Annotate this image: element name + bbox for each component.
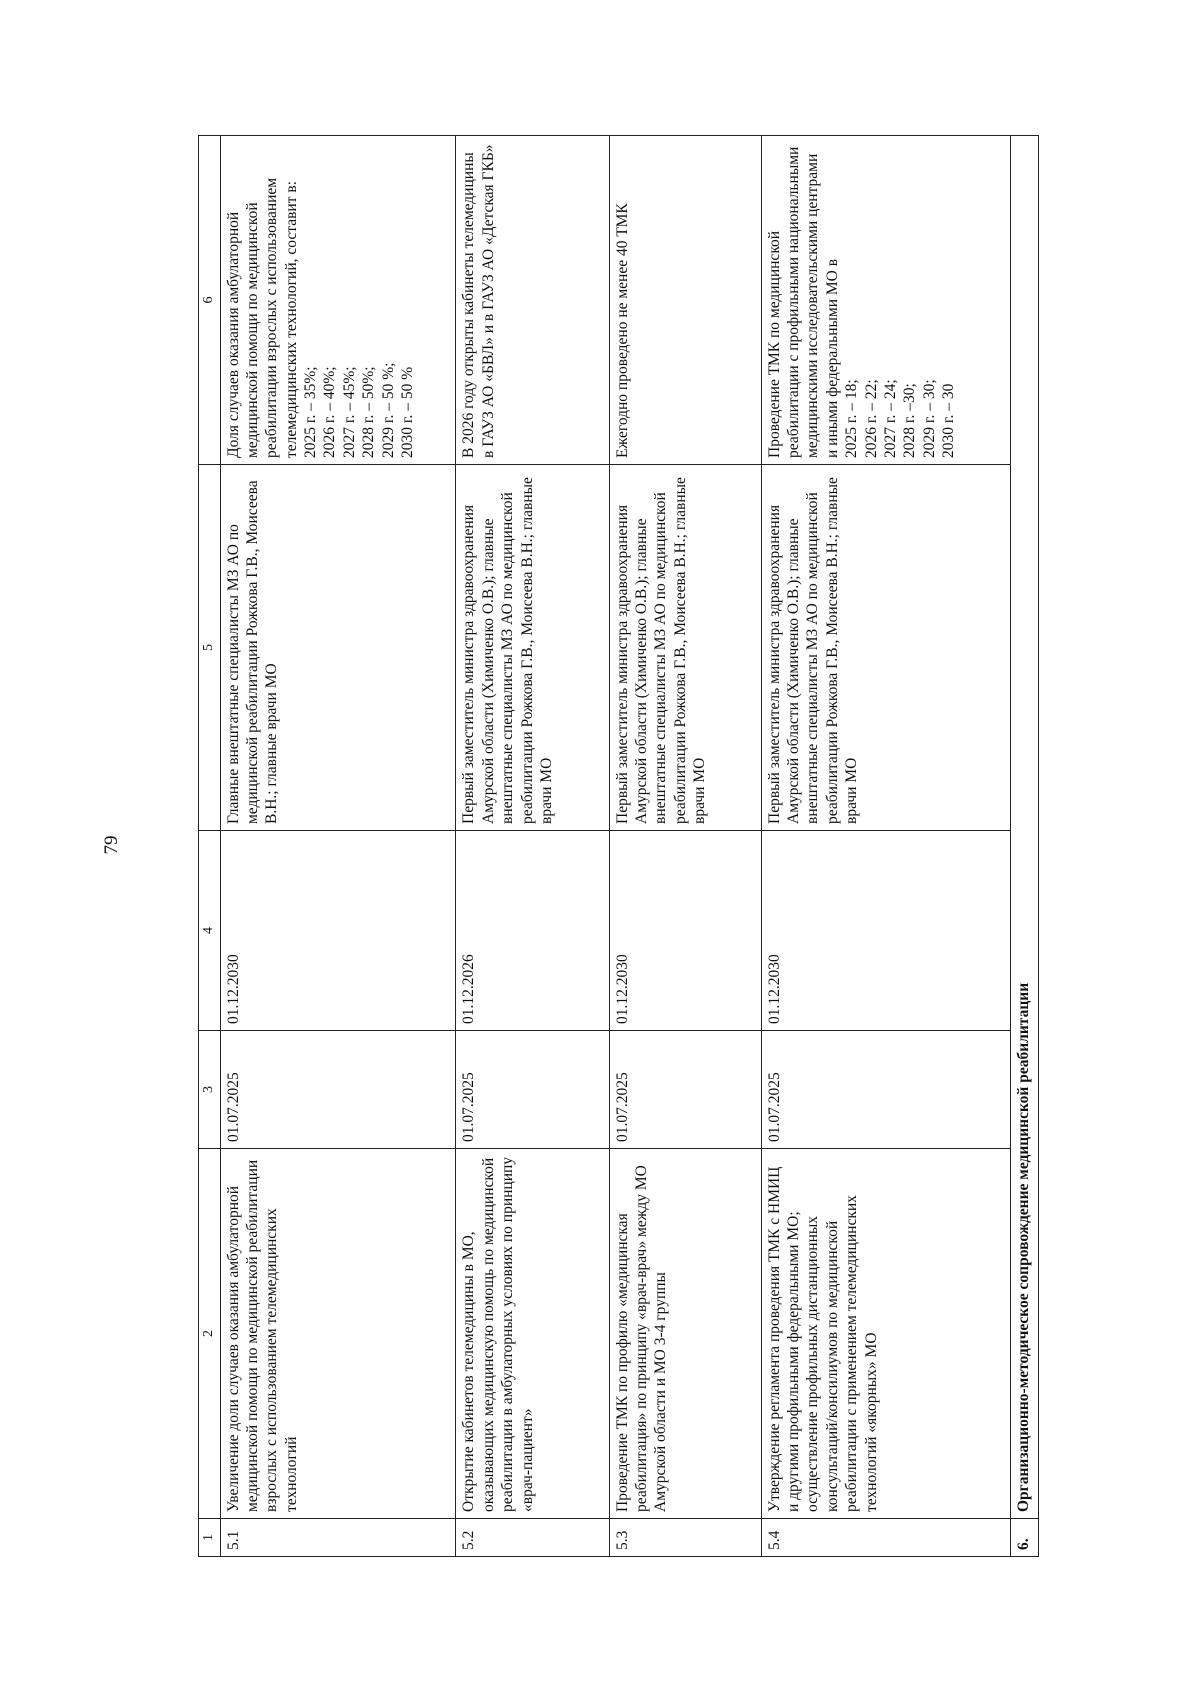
start-date-cell: 01.07.2025: [456, 1031, 609, 1149]
action-cell: Увеличение доли случаев оказания амбулаторной медицинской помощи по медицинской реабилитации взрослых с использованием телемедицинских технологий: [220, 1149, 456, 1519]
result-line: 2029 г. – 30;: [920, 379, 938, 458]
result-cell: [456, 136, 609, 465]
action-cell: Проведение ТМК по профилю «медицинская реабилитация» по принципу «врач-врач» между МО Амурской области и МО 3-4 группы: [609, 1149, 761, 1519]
end-date-cell: 01.12.2030: [761, 831, 1011, 1031]
action-cell: Открытие кабинетов телемедицины в МО, оказывающих медицинскую помощь по медицинской реабилитации в амбулаторных условиях по принципу «врач-пациент»: [456, 1149, 609, 1519]
row-number: 5.3: [609, 1519, 761, 1557]
end-date-cell: 01.12.2030: [220, 831, 456, 1031]
responsible-cell: Первый заместитель министра здравоохранения Амурской области (Химиченко О.В.); главные внештатные специалисты МЗ АО по медицинской реабилитации Рожкова Г.В., Моисеева В.Н.; главные врачи МО: [456, 465, 609, 831]
result-line: Доля случаев оказания амбулаторной медицинской помощи по медицинской реабилитации взрослых с использованием телемедицинских технологий, составит в:: [224, 177, 300, 458]
result-line: 2025 г. – 35%;: [302, 366, 319, 458]
column-number: 3: [199, 1031, 221, 1149]
table-row: [220, 136, 456, 1557]
column-number: 4: [199, 831, 221, 1031]
action-cell: Утверждение регламента проведения ТМК с НМИЦ и другими профильными федеральными МО; осуществление профильных дистанционных консультаций/консилиумов по медицинской реабилитации с применением телемедицинских технологий «якорных» МО: [761, 1149, 1011, 1519]
start-date-cell: 01.07.2025: [761, 1031, 1011, 1149]
plan-table: [198, 136, 1039, 1557]
column-number: 6: [199, 136, 221, 465]
start-date-cell: 01.07.2025: [220, 1031, 456, 1149]
result-line: 2029 г. – 50 %;: [379, 362, 397, 458]
section-number: 6.: [1011, 1519, 1039, 1557]
result-line: 2030 г. – 50 %: [398, 366, 416, 458]
end-date-cell: 01.12.2030: [609, 831, 761, 1031]
result-line: 2028 г. – 50%;: [360, 366, 378, 458]
result-line: 2026 г. – 22;: [862, 379, 880, 458]
table-row: [761, 136, 1011, 1557]
responsible-cell: Первый заместитель министра здравоохранения Амурской области (Химиченко О.В.); главные внештатные специалисты МЗ АО по медицинской реабилитации Рожкова Г.В., Моисеева В.Н.; главные врачи МО: [609, 465, 761, 831]
result-cell: [609, 136, 761, 465]
start-date-cell: 01.07.2025: [609, 1031, 761, 1149]
column-number-row: [199, 136, 221, 1557]
row-number: 5.2: [456, 1519, 609, 1557]
section-title: Организационно-методическое сопровождение медицинской реабилитации: [1011, 136, 1039, 1519]
result-line: 2025 г. – 18;: [843, 379, 861, 458]
result-line: 2027 г. – 24;: [881, 379, 899, 458]
column-number: 2: [199, 1149, 221, 1519]
result-line: Проведение ТМК по медицинской реабилитации с профильными национальными медицинскими исследовательскими центрами и иными федеральными МО в: [765, 146, 841, 458]
result-line: Ежегодно проведено не менее 40 ТМК: [613, 203, 631, 458]
section-row: [1011, 136, 1039, 1557]
column-number: 1: [199, 1519, 221, 1557]
result-line: 2026 г. – 40%;: [321, 366, 339, 458]
table-row: [456, 136, 609, 1557]
result-cell: [220, 136, 456, 465]
result-line: 2030 г. – 30: [940, 383, 958, 458]
end-date-cell: 01.12.2026: [456, 831, 609, 1031]
page-number: 79: [101, 835, 122, 855]
row-number: 5.4: [761, 1519, 1011, 1557]
result-cell: [761, 136, 1011, 465]
column-number: 5: [199, 465, 221, 831]
result-line: 2028 г. –30;: [901, 383, 919, 458]
responsible-cell: Главные внештатные специалисты МЗ АО по медицинской реабилитации Рожкова Г.В., Моисеева В.Н.; главные врачи МО: [220, 465, 456, 831]
result-line: В 2026 году открыты кабинеты телемедицины в ГАУЗ АО «БВЛ» и в ГАУЗ АО «Детская ГКБ»: [460, 144, 497, 458]
table-row: [609, 136, 761, 1557]
result-line: 2027 г. – 45%;: [340, 366, 358, 458]
responsible-cell: Первый заместитель министра здравоохранения Амурской области (Химиченко О.В.); главные внештатные специалисты МЗ АО по медицинской реабилитации Рожкова Г.В., Моисеева В.Н.; главные врачи МО: [761, 465, 1011, 831]
row-number: 5.1: [220, 1519, 456, 1557]
